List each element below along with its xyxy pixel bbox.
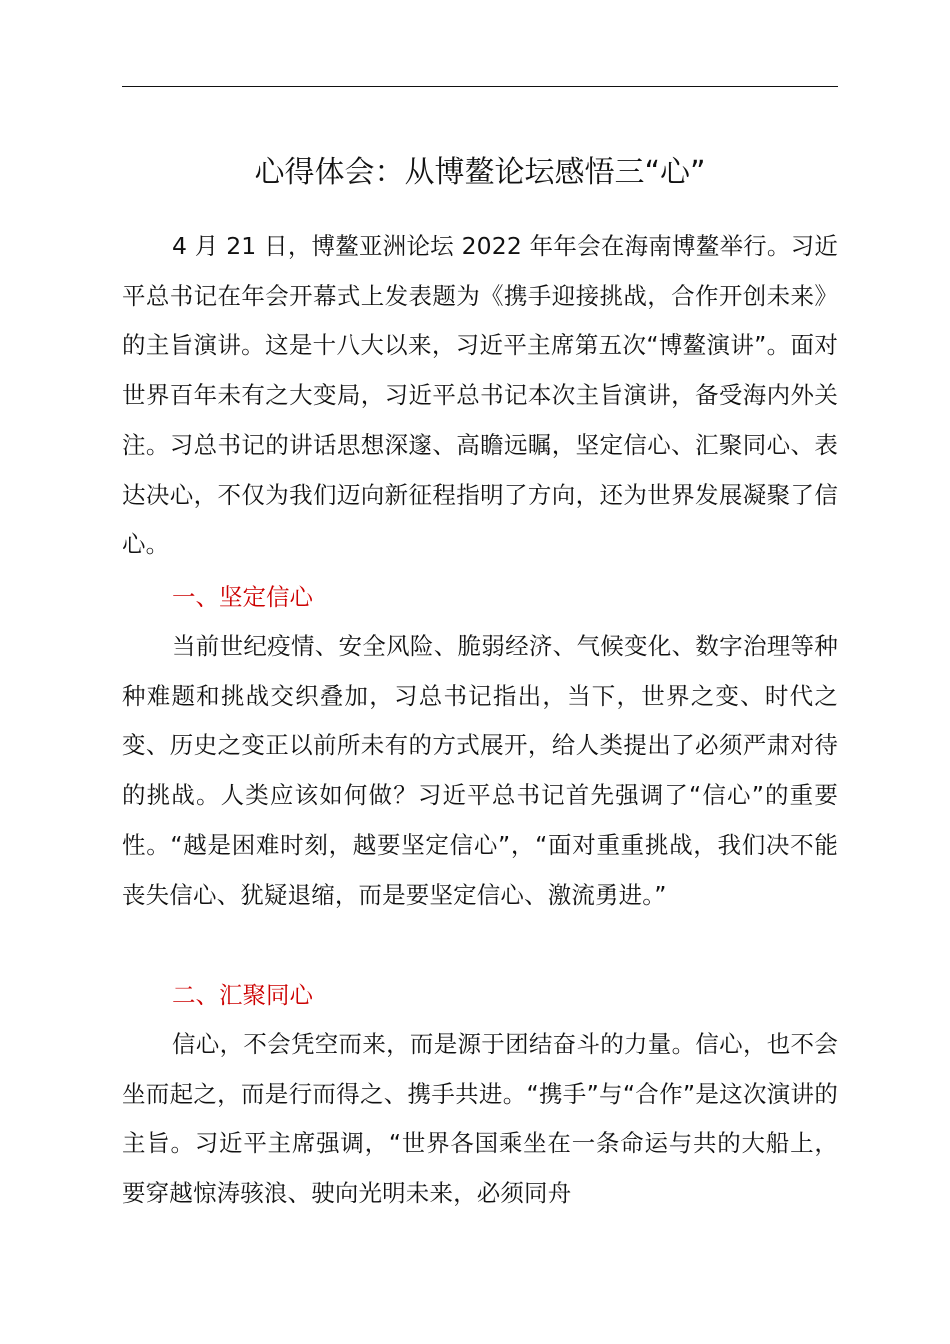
- header-rule: [122, 86, 838, 87]
- document-title: 心得体会：从博鳌论坛感悟三“心”: [254, 155, 706, 190]
- section1-paragraph: 当前世纪疫情、安全风险、脆弱经济、气候变化、数字治理等种种难题和挑战交织叠加，习总书记指出，当下，世界之变、时代之变、历史之变正以前所未有的方式展开，给人类提出了必须严肃对待的挑战。人类应该如何做？习近平总书记首先强调了“信心”的重要性。“越是困难时刻，越要坚定信心”，“面对重重挑战，我们决不能丧失信心、犹疑退缩，而是要坚定信心、激流勇进。”: [122, 632, 838, 909]
- section2-paragraph: 信心，不会凭空而来，而是源于团结奋斗的力量。信心，也不会坐而起之，而是行而得之、携手共进。“携手”与“合作”是这次演讲的主旨。习近平主席强调，“世界各国乘坐在一条命运与共的大船上，要穿越惊涛骇浪、驶向光明未来，必须同舟: [122, 1030, 838, 1208]
- intro-paragraph: 4 月 21 日，博鳌亚洲论坛 2022 年年会在海南博鳌举行。习近平总书记在年会开幕式上发表题为《携手迎接挑战，合作开创未来》的主旨演讲。这是十八大以来，习近平主席第五次“博鳌演讲”。面对世界百年未有之大变局，习近平总书记本次主旨演讲，备受海内外关注。习总书记的讲话思想深邃、高瞻远瞩，坚定信心、汇聚同心、表达决心，不仅为我们迈向新征程指明了方向，还为世界发展凝聚了信心。: [122, 232, 838, 559]
- section-heading-1: 一、坚定信心: [172, 583, 313, 611]
- section-heading-2: 二、汇聚同心: [172, 981, 313, 1009]
